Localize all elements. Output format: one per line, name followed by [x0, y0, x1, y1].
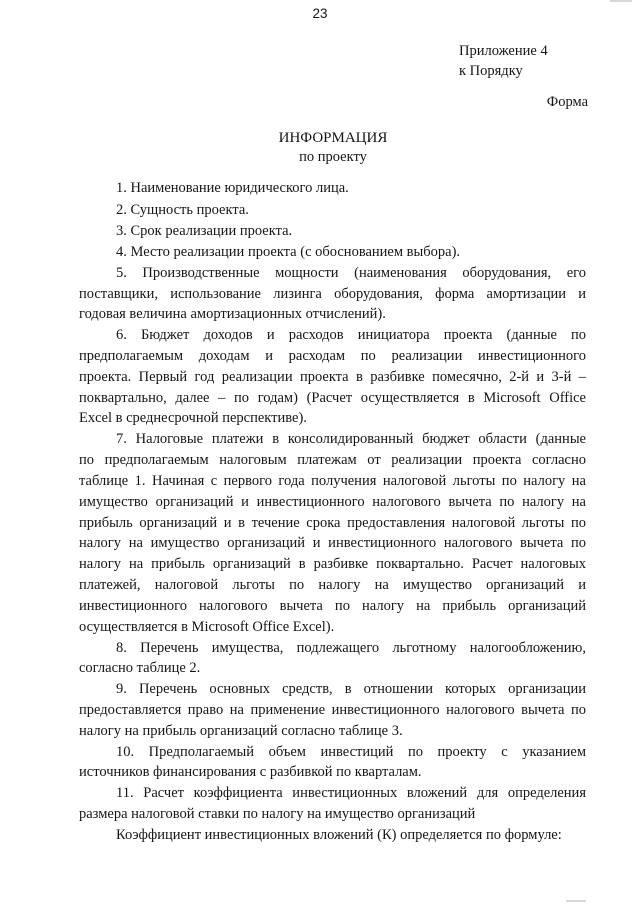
item-9-line-1: 9. Перечень основных средств, в отношении которых организации — [116, 681, 586, 697]
scan-artifact-top — [610, 0, 632, 2]
item-7-line-2: по предполагаемым налоговым платежам от реализации проекта согласно — [79, 452, 586, 468]
scan-artifact-bottom — [566, 900, 586, 902]
item-6-line-5: Excel в среднесрочной перспективе). — [79, 410, 307, 426]
item-8-line-1: 8. Перечень имущества, подлежащего льготному налогообложению, — [116, 640, 586, 656]
item-5-line-1: 5. Производственные мощности (наименования оборудования, его — [116, 265, 586, 281]
item-8-line-2: согласно таблице 2. — [79, 660, 201, 676]
item-7-line-10: осуществляется в Microsoft Office Excel). — [79, 619, 335, 635]
item-6-line-2: предполагаемым доходам и расходам по реализации инвестиционного — [79, 348, 586, 364]
item-10-line-1: 10. Предполагаемый объем инвестиций по проекту с указанием — [116, 744, 586, 760]
item-2: 2. Сущность проекта. — [116, 202, 249, 218]
item-9-line-3: налогу на прибыль организаций согласно таблице 3. — [79, 723, 403, 739]
document-subtitle: по проекту — [299, 149, 367, 165]
item-10-line-2: источников финансирования с разбивкой по кварталам. — [79, 764, 422, 780]
item-7-line-7: налогу на прибыль организаций в разбивке поквартально. Расчет налоговых — [79, 556, 586, 572]
item-9-line-2: предоставляется право на применение инвестиционного налогового вычета по — [79, 702, 586, 718]
item-5-line-2: поставщики, использование лизинга оборудования, форма амортизации и — [79, 286, 586, 302]
item-7-line-8: платежей, налоговой льготы по налогу на имущество организаций и — [79, 577, 586, 593]
item-3: 3. Срок реализации проекта. — [116, 223, 293, 239]
appendix-label: Приложение 4 — [459, 43, 548, 59]
item-11-line-1: 11. Расчет коэффициента инвестиционных вложений для определения — [116, 785, 586, 801]
item-7-line-5: прибыль организаций и в течение срока предоставления налоговой льготы по — [79, 515, 586, 531]
item-4: 4. Место реализации проекта (с обоснованием выбора). — [116, 244, 461, 260]
item-7-line-6: налогу на имущество организаций и инвестиционного налогового вычета по — [79, 535, 586, 551]
order-label: к Порядку — [459, 63, 523, 79]
item-1: 1. Наименование юридического лица. — [116, 180, 349, 196]
item-5-line-3: годовая величина амортизационных отчислений). — [79, 306, 386, 322]
item-6-line-1: 6. Бюджет доходов и расходов инициатора проекта (данные по — [116, 327, 586, 343]
page-number: 23 — [312, 6, 328, 21]
item-6-line-4: поквартально, далее – по годам) (Расчет осуществляется в Microsoft Office — [79, 390, 586, 406]
form-label: Форма — [546, 94, 588, 110]
item-6-line-3: проекта. Первый год реализации проекта в разбивке помесячно, 2-й и 3-й – — [79, 369, 586, 385]
item-7-line-4: имущество организаций и инвестиционного налогового вычета по налогу на — [79, 494, 586, 510]
item-11-line-2: размера налоговой ставки по налогу на имущество организаций — [79, 806, 476, 822]
document-title: ИНФОРМАЦИЯ — [278, 130, 388, 146]
formula-intro: Коэффициент инвестиционных вложений (К) определяется по формуле: — [116, 827, 562, 843]
item-7-line-3: таблице 1. Начиная с первого года получения налоговой льготы по налогу на — [79, 473, 586, 489]
item-7-line-1: 7. Налоговые платежи в консолидированный бюджет области (данные — [116, 431, 586, 447]
item-7-line-9: инвестиционного налогового вычета по налогу на прибыль организаций — [79, 598, 586, 614]
